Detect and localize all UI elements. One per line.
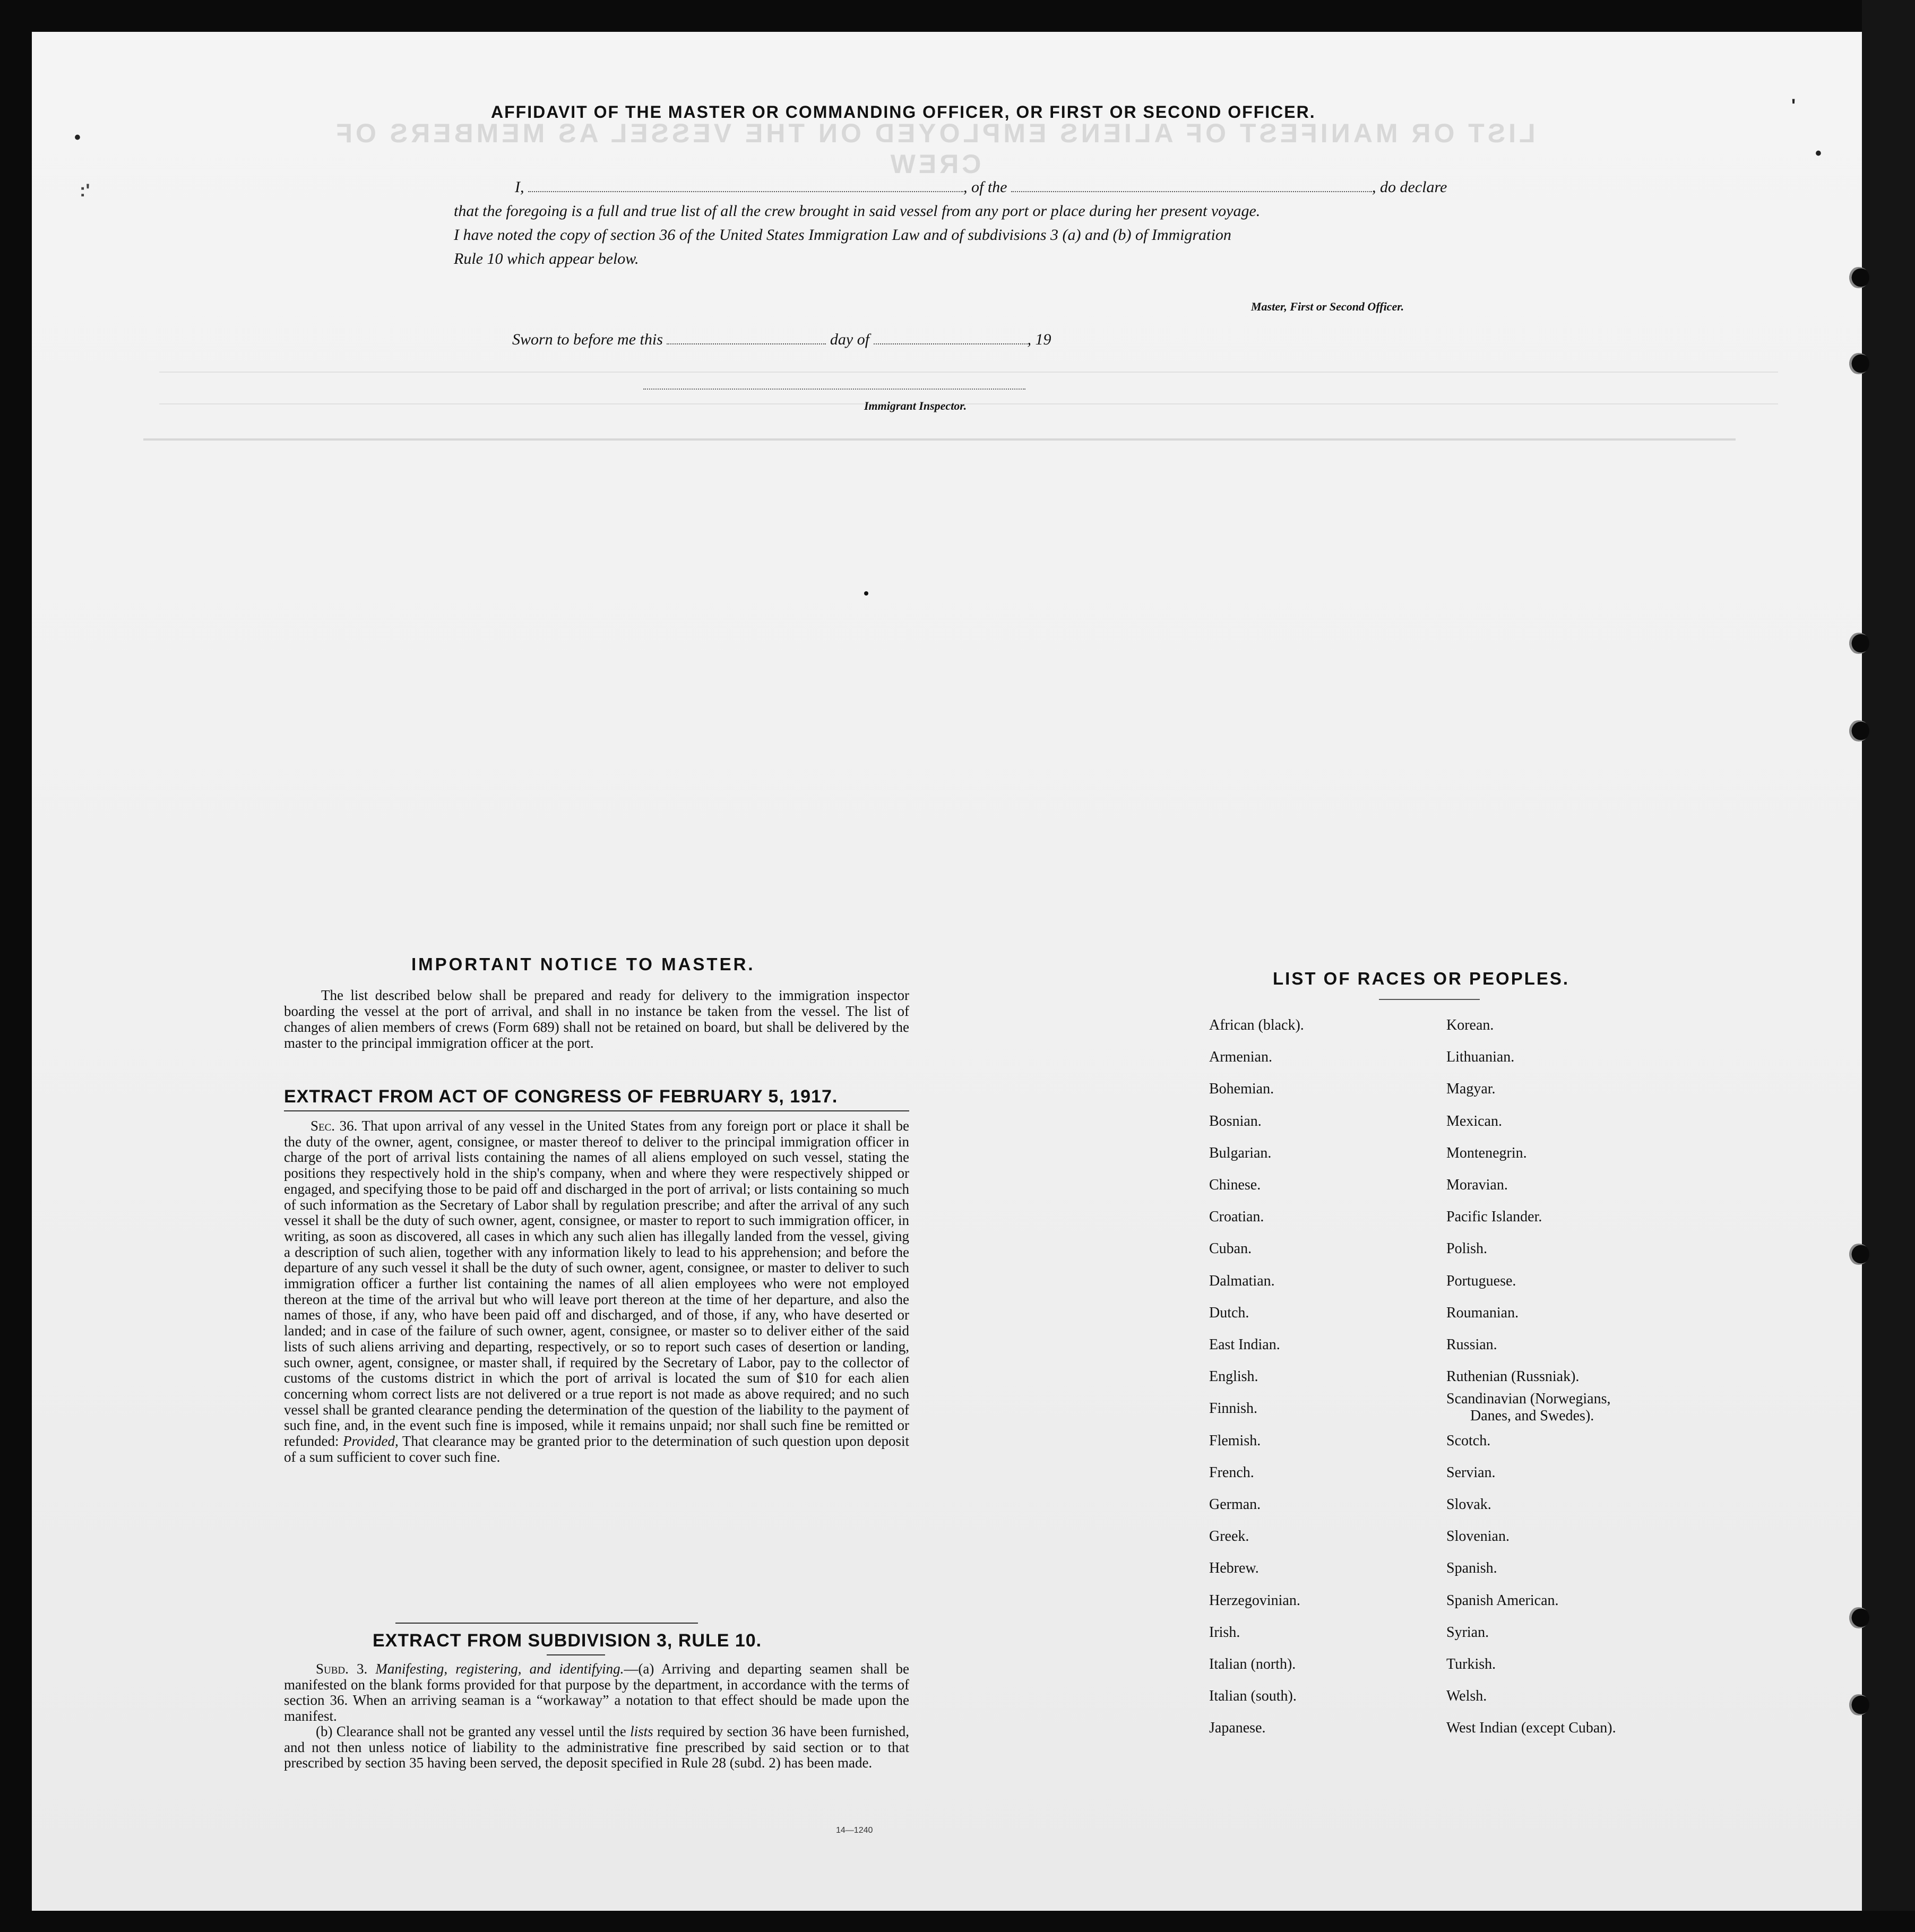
bleed-through-text: LIST OR MANIFEST OF ALIENS EMPLOYED ON THE VESSEL AS MEMBERS OF CREW [333,118,1536,179]
master-signature-label: Master, First or Second Officer. [1251,300,1404,313]
race-item: Cuban. [1209,1240,1252,1257]
notice-title: IMPORTANT NOTICE TO MASTER. [411,954,755,974]
race-item: West Indian (except Cuban). [1446,1720,1616,1737]
punch-hole [1848,1244,1869,1265]
sworn-label: Sworn to before me this [512,331,663,348]
rule-extract-title: EXTRACT FROM SUBDIVISION 3, RULE 10. [373,1631,762,1651]
race-item: Pacific Islander. [1446,1209,1542,1226]
day-of-label: day of [830,331,870,348]
scan-mark: • [74,127,81,148]
section-rule [547,1654,605,1655]
race-item: Japanese. [1209,1720,1266,1737]
affidavit-title: AFFIDAVIT OF THE MASTER OR COMMANDING OFFICER, OR FIRST OR SECOND OFFICER. [491,102,1316,122]
race-item: Slovak. [1446,1496,1491,1513]
race-item: Ruthenian (Russniak). [1446,1368,1580,1385]
race-item: Armenian. [1209,1049,1272,1066]
race-item: Scandinavian (Norwegians, [1446,1391,1611,1408]
race-item: Portuguese. [1446,1272,1516,1289]
race-item: Hebrew. [1209,1560,1259,1577]
punch-hole [1848,633,1869,654]
race-item: Lithuanian. [1446,1049,1515,1066]
race-item: Danes, and Swedes). [1470,1408,1594,1425]
race-item: Servian. [1446,1464,1496,1481]
paragraph-b-end: required by section 36 have been furnished, and not then unless notice of liability to the administrative fine prescribed by said section or to that prescribed by section 35 having been served, the deposit specified in Rule 28 (subd. 2) has been made. [284,1723,909,1771]
scan-border-right [1862,0,1915,1932]
section-body: That upon arrival of any vessel in the United States from any foreign port or place it shall be the duty of the owner, agent, consignee, or master thereof to deliver to the principal immigration officer in charge of the port of arrival lists containing the names of all aliens employed on such vessel, stating the positions they respectively hold in the ship's company, when and where they were respectively shipped or engaged, and specifying those to be paid off and discharged in the port of arrival; or lists containing so much of such information as the Secretary of Labor shall by regulation prescribe; and after the arrival of any such vessel it shall be the duty of such owner, agent, consignee, or master to report to such immigration officer, in writing, as soon as discovered, all cases in which any such alien has illegally landed from the vessel, giving a description of such alien, together with any information likely to lead to his apprehension; and before the departure of any such vessel it shall be the duty of such owner, agent, consignee, or master to deliver to such immigration officer a further list containing the names of all alien employees who were not employed thereon at the time of the arrival but who will leave port thereon at the time of her departure, and also the names of those, if any, who have been paid off and discharged, and of those, if any, who have deserted or landed; and in case of the failure of such owner, agent, consignee, or master so to deliver either of the said lists of such aliens arriving and departing, respectively, or so to report such cases of desertion or landing, such owner, agent, consignee, or master shall, if required by the Secretary of Labor, pay to the collector of customs of the customs district in which the port of arrival is located the sum of $10 for each alien concerning whom correct lists are not delivered or a true report is not made as above required; and no such vessel shall be granted clearance pending the determination of the question of the liability to the payment of such fine, and, in the event such fine is imposed, while it remains unpaid; nor shall such fine be remitted or refunded: [284,1118,910,1450]
section-rule [284,1110,909,1111]
affidavit-line-4: Rule 10 which appear below. [454,250,639,268]
race-item: Bulgarian. [1209,1144,1272,1161]
race-item: Dalmatian. [1209,1272,1275,1289]
race-item: Welsh. [1446,1688,1487,1705]
punch-hole [1848,720,1869,741]
race-item: German. [1209,1496,1261,1513]
punch-hole [1848,1607,1869,1628]
form-number: 14—1240 [836,1826,873,1835]
races-title: LIST OF RACES OR PEOPLES. [1273,969,1570,988]
scan-speck [864,591,868,596]
race-item: Italian (south). [1209,1688,1297,1705]
year-label: , 19 [1027,331,1051,348]
race-item: Slovenian. [1446,1528,1509,1545]
scan-mark: ' [1791,96,1796,116]
affidavit-of-the: , of the [963,178,1007,196]
affidavit-line-3: I have noted the copy of section 36 of the United States Immigration Law and of subdivisions 3 (a) and (b) of Immigration [454,226,1231,244]
month-blank [874,331,1028,344]
notice-body: The list described below shall be prepared and ready for delivery to the immigration inspector boarding the vessel at the port of arrival, and shall in no instance be taken from the vessel. The list of changes of alien members of crews (Form 689) shall not be retained on board, but shall be delivered by the master to the principal immigration officer at the port. [284,987,909,1051]
provided-word: Provided, [343,1433,399,1450]
punch-hole [1848,1694,1869,1715]
race-item: French. [1209,1464,1254,1481]
race-item: Bosnian. [1209,1112,1262,1129]
scan-mark: • [1815,143,1822,163]
paragraph-a: —(a) Arriving and departing seamen shall be manifested on the blank forms provided for that purpose by the department, in accordance with the terms of section 36. When an arriving seaman is a “workaway” a notation to that effect should be made upon the manifest. [284,1661,909,1724]
subdivision-heading: Manifesting, registering, and identifying. [375,1661,624,1677]
race-item: Spanish. [1446,1560,1497,1577]
section-rule [395,1623,698,1624]
affidavit-line-2: that the foregoing is a full and true list of all the crew brought in said vessel from any port or place during her present voyage. [454,202,1261,220]
section-label: Sec. 36. [310,1118,358,1134]
race-item: English. [1209,1368,1258,1385]
race-item: Moravian. [1446,1177,1508,1193]
race-item: Irish. [1209,1624,1240,1641]
day-blank [667,331,826,344]
scan-border-top [0,0,1915,32]
name-blank [528,178,963,192]
race-item: Scotch. [1446,1432,1491,1449]
race-item: Greek. [1209,1528,1249,1545]
punch-hole [1848,353,1869,374]
race-item: Syrian. [1446,1624,1489,1641]
bleed-through-rule [143,438,1736,441]
race-item: Herzegovinian. [1209,1592,1300,1609]
race-item: Chinese. [1209,1177,1261,1193]
affidavit-text [454,175,1494,271]
race-item: Turkish. [1446,1656,1496,1672]
race-item: Mexican. [1446,1112,1502,1129]
race-item: Roumanian. [1446,1304,1519,1321]
race-item: Spanish American. [1446,1592,1559,1609]
section-36-text [284,1118,909,1465]
punch-hole [1848,267,1869,288]
section-body-end: That clearance may be granted prior to the determination of such question upon deposit of a sum sufficient to cover such fine. [284,1433,909,1465]
race-item: Polish. [1446,1240,1488,1257]
vessel-blank [1011,178,1372,192]
sworn-line [512,331,1051,349]
race-item: Korean. [1446,1017,1494,1033]
inspector-label: Immigrant Inspector. [864,399,967,412]
race-item: Italian (north). [1209,1656,1296,1672]
subdivision-label: Subd. 3. [316,1661,368,1677]
scan-border-bottom [0,1911,1915,1932]
race-item: East Indian. [1209,1336,1280,1353]
scan-mark: :' [80,180,90,201]
race-item: Finnish. [1209,1400,1258,1417]
subdivision-3-text [284,1661,909,1771]
affidavit-declare: , do declare [1372,178,1447,196]
scan-border-left [0,0,32,1932]
race-item: Croatian. [1209,1209,1264,1226]
act-extract-title: EXTRACT FROM ACT OF CONGRESS OF FEBRUARY 5, 1917. [284,1086,838,1107]
race-item: Montenegrin. [1446,1144,1527,1161]
race-item: Magyar. [1446,1081,1496,1098]
bleed-through-line [159,403,1778,404]
race-item: Bohemian. [1209,1081,1274,1098]
affidavit-i: I, [515,178,524,196]
races-rule [1379,999,1480,1000]
race-item: Flemish. [1209,1432,1261,1449]
inspector-signature-line [643,389,1025,390]
race-item: Dutch. [1209,1304,1249,1321]
race-item: African (black). [1209,1017,1304,1033]
document-page [32,32,1862,1911]
race-item: Russian. [1446,1336,1497,1353]
paragraph-b-lists: lists [630,1723,653,1739]
bleed-through-line [159,372,1778,373]
paragraph-b-start: (b) Clearance shall not be granted any vessel until the [316,1723,626,1739]
